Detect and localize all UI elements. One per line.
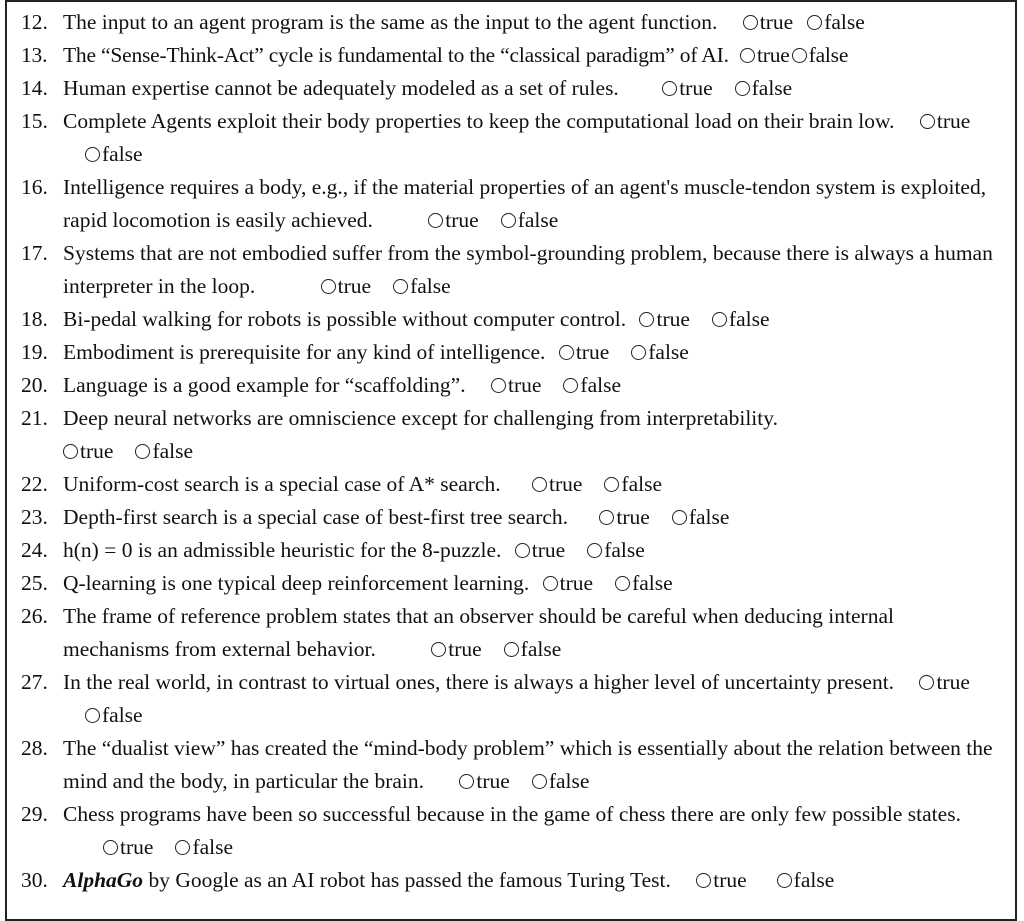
option-true[interactable]: true [431, 633, 481, 666]
radio-circle-icon[interactable] [807, 15, 822, 30]
radio-circle-icon[interactable] [615, 576, 630, 591]
radio-circle-icon[interactable] [662, 81, 677, 96]
option-true[interactable]: true [515, 534, 565, 567]
option-false[interactable]: false [777, 864, 835, 897]
option-true[interactable]: true [920, 105, 970, 138]
question-list [7, 6, 1015, 897]
question-25 [7, 567, 1015, 600]
question-number: 18. [21, 307, 48, 331]
question-24 [7, 534, 1015, 567]
radio-circle-icon[interactable] [532, 774, 547, 789]
question-text: Depth-first search is a special case of best-first tree search. [63, 505, 569, 529]
radio-circle-icon[interactable] [672, 510, 687, 525]
option-true[interactable]: true [740, 39, 790, 72]
option-true[interactable]: true [599, 501, 649, 534]
question-17 [7, 237, 1015, 303]
option-true[interactable]: true [428, 204, 478, 237]
radio-circle-icon[interactable] [696, 873, 711, 888]
radio-circle-icon[interactable] [631, 345, 646, 360]
question-number: 25. [21, 571, 48, 595]
question-23 [7, 501, 1015, 534]
question-text: Intelligence requires a body, e.g., if the material properties of an agent's muscle-tendon system is exploited, rapid locomotion is easily achieved. [63, 175, 987, 232]
option-true[interactable]: true [662, 72, 712, 105]
question-number: 12. [21, 10, 48, 34]
option-false[interactable]: false [587, 534, 645, 567]
question-text: Uniform-cost search is a special case of A* search. [63, 472, 501, 496]
radio-circle-icon[interactable] [919, 675, 934, 690]
option-true[interactable]: true [559, 336, 609, 369]
radio-circle-icon[interactable] [135, 444, 150, 459]
option-true[interactable]: true [63, 435, 113, 468]
option-true[interactable]: true [321, 270, 371, 303]
option-false[interactable]: false [532, 765, 590, 798]
option-true[interactable]: true [543, 567, 593, 600]
question-text: Q-learning is one typical deep reinforcement learning. [63, 571, 530, 595]
question-text: Deep neural networks are omniscience except for challenging from interpretability. [63, 406, 778, 430]
radio-circle-icon[interactable] [85, 147, 100, 162]
radio-circle-icon[interactable] [501, 213, 516, 228]
question-number: 16. [21, 175, 48, 199]
question-text: The “Sense-Think-Act” cycle is fundamental to the “classical paradigm” of AI. [63, 43, 729, 67]
question-12 [7, 6, 1015, 39]
question-number: 17. [21, 241, 48, 265]
question-text: The input to an agent program is the same as the input to the agent function. [63, 10, 718, 34]
question-19 [7, 336, 1015, 369]
question-text: Human expertise cannot be adequately modeled as a set of rules. [63, 76, 619, 100]
option-false[interactable]: false [807, 6, 865, 39]
question-text: Language is a good example for “scaffolding”. [63, 373, 466, 397]
radio-circle-icon[interactable] [639, 312, 654, 327]
option-false[interactable]: false [672, 501, 730, 534]
question-13 [7, 39, 1015, 72]
option-false[interactable]: false [135, 435, 193, 468]
option-false[interactable]: false [393, 270, 451, 303]
option-false[interactable]: false [85, 699, 143, 732]
radio-circle-icon[interactable] [712, 312, 727, 327]
option-true[interactable]: true [696, 864, 746, 897]
question-text: The frame of reference problem states that an observer should be careful when deducing internal mechanisms from external behavior. [63, 604, 894, 661]
question-number: 26. [21, 604, 48, 628]
radio-circle-icon[interactable] [504, 642, 519, 657]
option-false[interactable]: false [85, 138, 143, 171]
question-number: 29. [21, 802, 48, 826]
question-27 [7, 666, 1015, 732]
question-text: by Google as an AI robot has passed the famous Turing Test. [143, 868, 671, 892]
question-15 [7, 105, 1015, 171]
question-30 [7, 864, 1015, 897]
question-number: 22. [21, 472, 48, 496]
option-true[interactable]: true [639, 303, 689, 336]
radio-circle-icon[interactable] [63, 444, 78, 459]
radio-circle-icon[interactable] [599, 510, 614, 525]
option-true[interactable]: true [103, 831, 153, 864]
question-text: Bi-pedal walking for robots is possible without computer control. [63, 307, 627, 331]
question-text: Chess programs have been so successful because in the game of chess there are only few possible states. [63, 802, 961, 826]
question-22 [7, 468, 1015, 501]
question-number: 27. [21, 670, 48, 694]
radio-circle-icon[interactable] [735, 81, 750, 96]
question-sheet [5, 0, 1017, 921]
question-18 [7, 303, 1015, 336]
question-number: 24. [21, 538, 48, 562]
question-text: Complete Agents exploit their body properties to keep the computational load on their brain low. [63, 109, 895, 133]
question-text: In the real world, in contrast to virtual ones, there is always a higher level of uncertainty present. [63, 670, 895, 694]
option-false[interactable]: false [563, 369, 621, 402]
radio-circle-icon[interactable] [532, 477, 547, 492]
option-false[interactable]: false [175, 831, 233, 864]
option-true[interactable]: true [919, 666, 969, 699]
question-29 [7, 798, 1015, 864]
question-28 [7, 732, 1015, 798]
question-text: Embodiment is prerequisite for any kind of intelligence. [63, 340, 546, 364]
option-true[interactable]: true [743, 6, 793, 39]
question-text: The “dualist view” has created the “mind-body problem” which is essentially about the relation between the mind and the body, in particular the brain. [63, 736, 993, 793]
radio-circle-icon[interactable] [515, 543, 530, 558]
radio-circle-icon[interactable] [777, 873, 792, 888]
option-true[interactable]: true [532, 468, 582, 501]
radio-circle-icon[interactable] [103, 840, 118, 855]
option-false[interactable]: false [615, 567, 673, 600]
option-false[interactable]: false [792, 39, 849, 72]
option-false[interactable]: false [735, 72, 793, 105]
radio-circle-icon[interactable] [431, 642, 446, 657]
question-number: 23. [21, 505, 48, 529]
option-false[interactable]: false [712, 303, 770, 336]
radio-circle-icon[interactable] [740, 48, 755, 63]
radio-circle-icon[interactable] [543, 576, 558, 591]
radio-circle-icon[interactable] [559, 345, 574, 360]
question-21 [7, 402, 1015, 468]
question-number: 30. [21, 868, 48, 892]
radio-circle-icon[interactable] [587, 543, 602, 558]
option-true[interactable]: true [491, 369, 541, 402]
question-number: 21. [21, 406, 48, 430]
question-text: Systems that are not embodied suffer from the symbol-grounding problem, because there is always a human interpreter in the loop. [63, 241, 993, 298]
radio-circle-icon[interactable] [491, 378, 506, 393]
radio-circle-icon[interactable] [175, 840, 190, 855]
question-text-emphasis: AlphaGo [63, 868, 144, 892]
question-14 [7, 72, 1015, 105]
question-number: 20. [21, 373, 48, 397]
option-false[interactable]: false [501, 204, 559, 237]
question-number: 14. [21, 76, 48, 100]
radio-circle-icon[interactable] [393, 279, 408, 294]
option-true[interactable]: true [459, 765, 509, 798]
question-number: 13. [21, 43, 48, 67]
radio-circle-icon[interactable] [792, 48, 807, 63]
question-number: 19. [21, 340, 48, 364]
question-16 [7, 171, 1015, 237]
radio-circle-icon[interactable] [920, 114, 935, 129]
question-26 [7, 600, 1015, 666]
option-false[interactable]: false [631, 336, 689, 369]
radio-circle-icon[interactable] [604, 477, 619, 492]
radio-circle-icon[interactable] [321, 279, 336, 294]
option-false[interactable]: false [504, 633, 562, 666]
radio-circle-icon[interactable] [459, 774, 474, 789]
radio-circle-icon[interactable] [743, 15, 758, 30]
radio-circle-icon[interactable] [85, 708, 100, 723]
question-20 [7, 369, 1015, 402]
question-number: 15. [21, 109, 48, 133]
radio-circle-icon[interactable] [428, 213, 443, 228]
radio-circle-icon[interactable] [563, 378, 578, 393]
option-false[interactable]: false [604, 468, 662, 501]
question-number: 28. [21, 736, 48, 760]
question-text: h(n) = 0 is an admissible heuristic for the 8-puzzle. [63, 538, 502, 562]
